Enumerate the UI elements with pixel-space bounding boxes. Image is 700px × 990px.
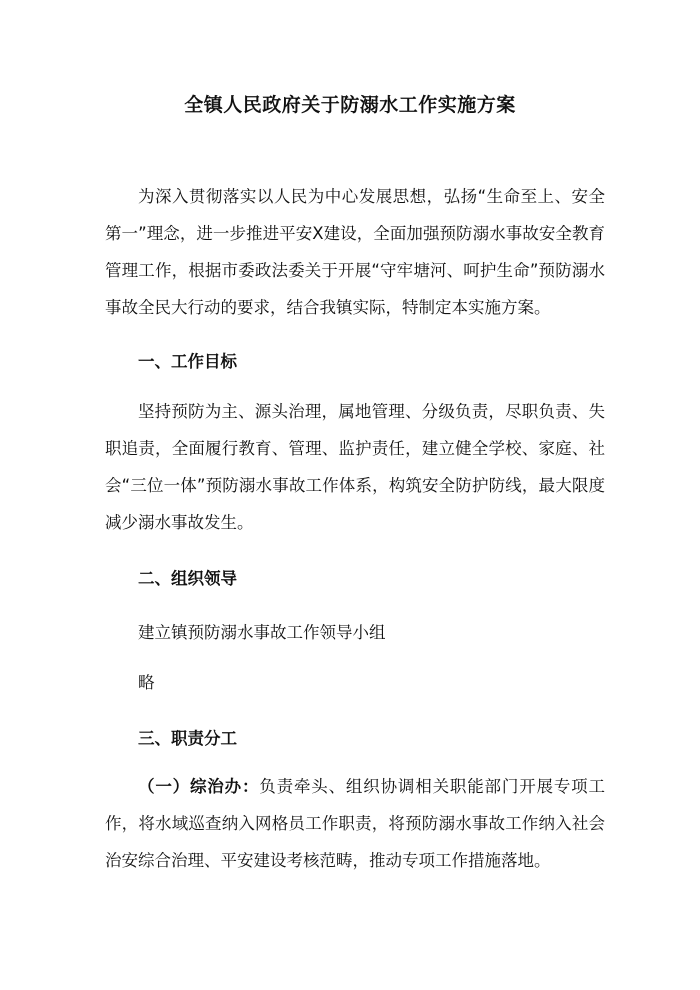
goals-paragraph: 坚持预防为主、源头治理，属地管理、分级负责，尽职负责、失职追责，全面履行教育、管理、监护责任，建立健全学校、家庭、社会“三位一体”预防溺水事故工作体系，构筑安全防护防线，最大限度减少溺水事故发生。 bbox=[105, 402, 605, 532]
section-heading-responsibilities: 三、职责分工 bbox=[138, 729, 237, 748]
document-title: 全镇人民政府关于防溺水工作实施方案 bbox=[184, 94, 516, 116]
responsibility-item-1-body: 负责牵头、组织协调相关职能部门开展专项工作，将水域巡查纳入网格员工作职责，将预防溺水事故工作纳入社会治安综合治理、平安建设考核范畴，推动专项工作措施落地。 bbox=[105, 777, 606, 870]
responsibility-item-1 bbox=[105, 768, 605, 879]
section-heading-goals: 一、工作目标 bbox=[138, 352, 237, 371]
responsibility-item-1-label: （一）综治办： bbox=[138, 777, 260, 796]
omitted-note: 略 bbox=[138, 673, 155, 692]
intro-paragraph: 为深入贯彻落实以人民为中心发展思想，弘扬“生命至上、安全第一”理念，进一步推进平安Ⅹ建设，全面加强预防溺水事故安全教育管理工作，根据市委政法委关于开展“守牢塘河、呵护生命”预防溺水事故全民大行动的要求，结合我镇实际，特制定本实施方案。 bbox=[105, 187, 605, 317]
leadership-group-line: 建立镇预防溺水事故工作领导小组 bbox=[138, 623, 386, 642]
section-heading-organization: 二、组织领导 bbox=[138, 569, 237, 588]
